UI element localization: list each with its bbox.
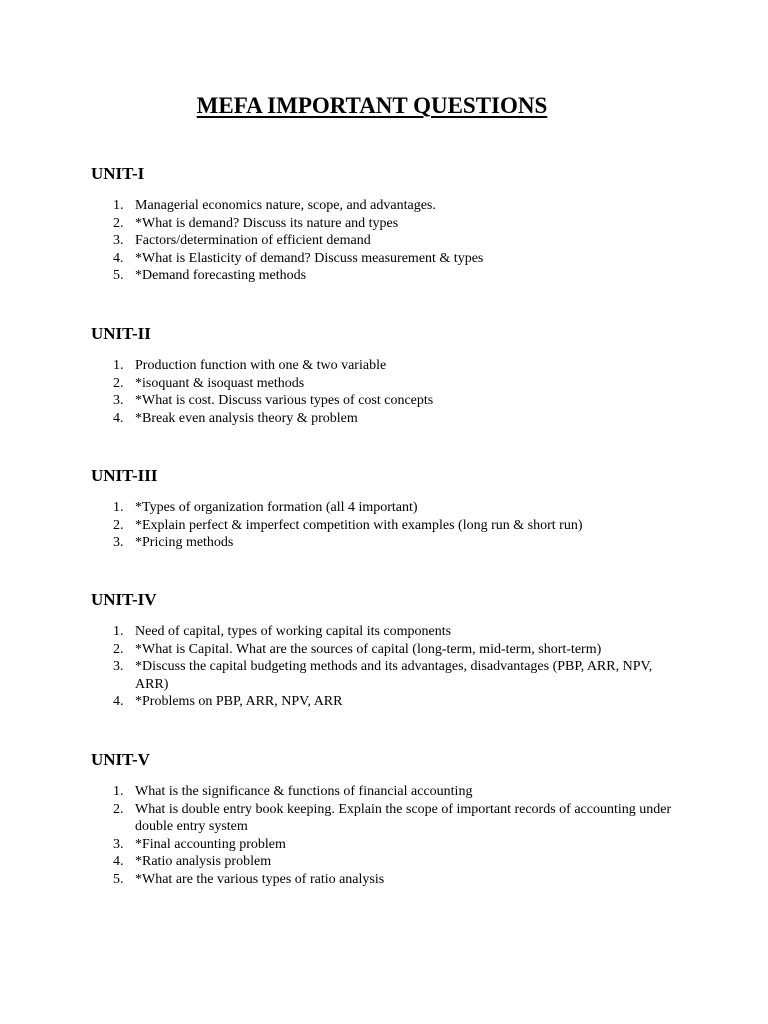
- question-number: 5.: [113, 871, 124, 887]
- question-list: [91, 357, 691, 427]
- question-number: 4.: [113, 694, 124, 709]
- question-text: *Types of organization formation (all 4 important): [135, 500, 418, 515]
- question-item: [91, 499, 675, 517]
- question-number: 3.: [113, 535, 124, 550]
- question-text: *Discuss the capital budgeting methods and its advantages, disadvantages (PBP, ARR, NPV, ARR): [135, 659, 653, 692]
- page-title-text: MEFA IMPORTANT QUESTIONS: [196, 93, 548, 118]
- question-number: 3.: [113, 836, 124, 852]
- question-item: [91, 250, 675, 268]
- question-text: *Final accounting problem: [135, 836, 286, 852]
- unit-section-1: [91, 163, 691, 285]
- unit-heading: UNIT-I: [91, 164, 145, 183]
- question-item: [91, 871, 675, 889]
- question-number: 3.: [113, 233, 124, 248]
- question-number: 3.: [113, 393, 124, 408]
- question-text: *isoquant & isoquast methods: [135, 375, 305, 391]
- unit-heading: UNIT-IV: [91, 590, 157, 609]
- question-number: 5.: [113, 268, 124, 283]
- question-text: Factors/determination of efficient demand: [135, 233, 371, 248]
- question-number: 2.: [113, 641, 124, 657]
- question-item: [91, 267, 675, 285]
- question-item: [91, 658, 675, 693]
- question-number: 1.: [113, 198, 124, 213]
- unit-section-5: [91, 749, 691, 888]
- question-item: [91, 623, 675, 641]
- question-text: *What is Elasticity of demand? Discuss measurement & types: [135, 250, 484, 266]
- unit-section-2: [91, 323, 691, 427]
- question-text: *What is demand? Discuss its nature and types: [135, 215, 399, 231]
- question-item: [91, 232, 675, 250]
- question-item: [91, 392, 675, 410]
- question-text: What is the significance & functions of financial accounting: [135, 784, 473, 799]
- unit-heading: UNIT-II: [91, 324, 151, 343]
- question-text: *Demand forecasting methods: [135, 268, 307, 283]
- question-number: 3.: [113, 659, 124, 674]
- question-item: [91, 693, 675, 711]
- unit-section-3: [91, 465, 691, 552]
- question-number: 4.: [113, 854, 124, 869]
- question-item: [91, 801, 675, 836]
- question-item: [91, 853, 675, 871]
- question-item: [91, 783, 675, 801]
- question-item: [91, 215, 675, 233]
- question-item: [91, 836, 675, 854]
- question-number: 4.: [113, 410, 124, 426]
- question-text: *Explain perfect & imperfect competition with examples (long run & short run): [135, 517, 583, 533]
- question-text: *What are the various types of ratio analysis: [135, 871, 385, 887]
- question-item: [91, 375, 675, 393]
- question-list: [91, 623, 691, 711]
- question-text: *Problems on PBP, ARR, NPV, ARR: [135, 694, 343, 709]
- question-number: 1.: [113, 784, 124, 799]
- question-text: *Pricing methods: [135, 535, 234, 550]
- question-text: *What is cost. Discuss various types of cost concepts: [135, 393, 434, 408]
- question-list: [91, 499, 691, 552]
- question-number: 2.: [113, 215, 124, 231]
- question-text: What is double entry book keeping. Explain the scope of important records of accounting under double entry system: [135, 801, 672, 834]
- question-number: 2.: [113, 801, 124, 817]
- question-text: Need of capital, types of working capital its components: [135, 624, 452, 639]
- page-title: [0, 93, 744, 119]
- unit-heading: UNIT-III: [91, 466, 158, 485]
- question-text: *Break even analysis theory & problem: [135, 410, 358, 426]
- question-item: [91, 197, 675, 215]
- question-list: [91, 197, 691, 285]
- unit-section-4: [91, 589, 691, 711]
- question-number: 2.: [113, 517, 124, 533]
- question-list: [91, 783, 691, 888]
- question-item: [91, 357, 675, 375]
- question-number: 1.: [113, 358, 124, 373]
- question-item: [91, 641, 675, 659]
- question-text: *What is Capital. What are the sources of capital (long-term, mid-term, short-term): [135, 641, 602, 657]
- question-number: 2.: [113, 375, 124, 391]
- question-item: [91, 517, 675, 535]
- question-number: 4.: [113, 250, 124, 266]
- question-item: [91, 534, 675, 552]
- unit-heading: UNIT-V: [91, 750, 150, 769]
- question-text: Production function with one & two variable: [135, 358, 387, 373]
- question-number: 1.: [113, 624, 124, 639]
- question-number: 1.: [113, 500, 124, 515]
- question-text: *Ratio analysis problem: [135, 854, 272, 869]
- question-item: [91, 410, 675, 428]
- question-text: Managerial economics nature, scope, and advantages.: [135, 198, 436, 213]
